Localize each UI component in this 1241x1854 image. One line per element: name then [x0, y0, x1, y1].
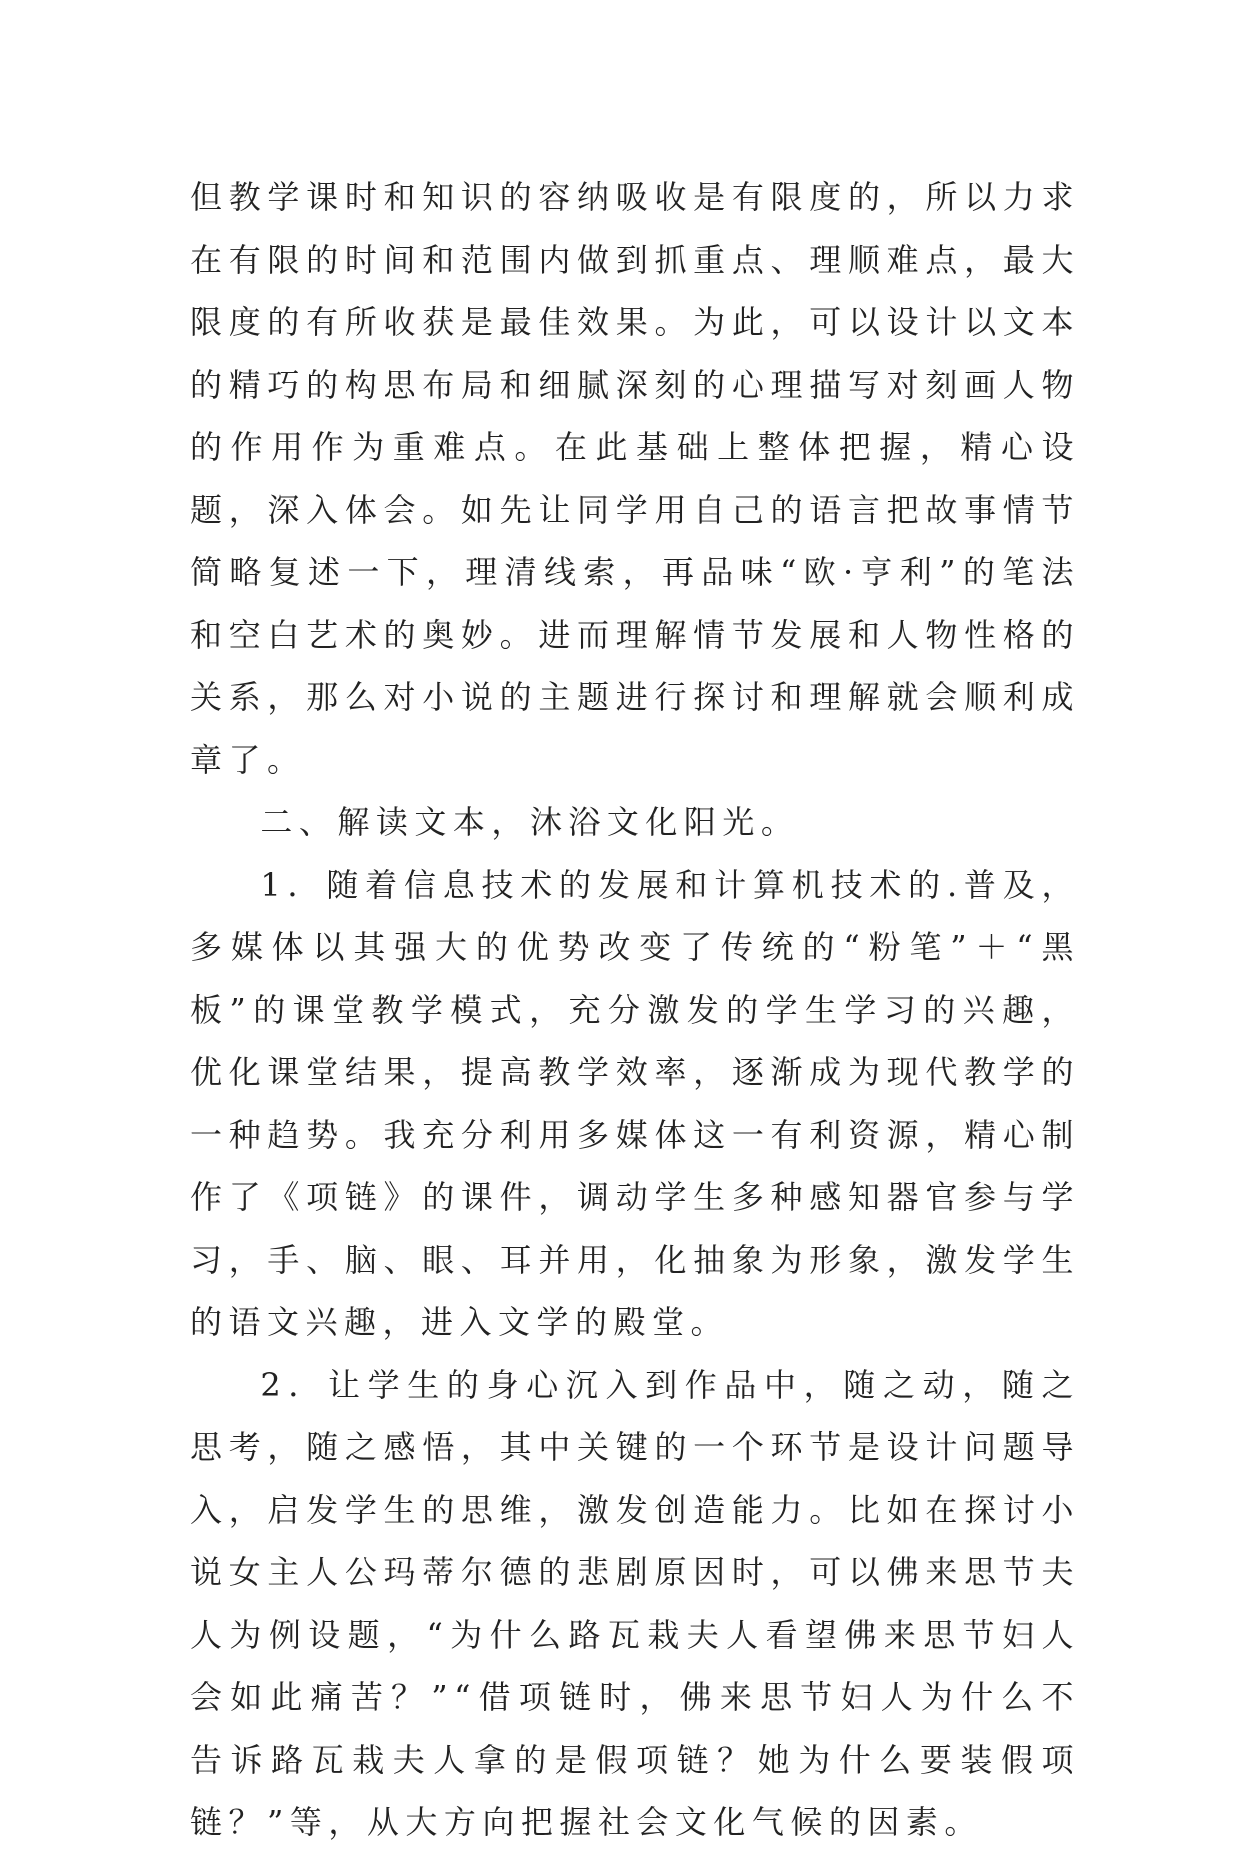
paragraph-point-1: 1．随着信息技术的发展和计算机技术的.普及，多媒体以其强大的优势改变了传统的“粉笔”＋“黑板”的课堂教学模式，充分激发的学生学习的兴趣，优化课堂结果，提高教学效率，逐渐成为现代教学的一种趋势。我充分利用多媒体这一有利资源，精心制作了《项链》的课件，调动学生多种感知器官参与学习，手、脑、眼、耳并用，化抽象为形象，激发学生的语文兴趣，进入文学的殿堂。 [190, 865, 1080, 1341]
document-page [190, 166, 1080, 1854]
section-heading: 二、解读文本，沐浴文化阳光。 [260, 803, 800, 841]
paragraph-continued: 但教学课时和知识的容纳吸收是有限度的，所以力求在有限的时间和范围内做到抓重点、理顺难点，最大限度的有所收获是最佳效果。为此，可以设计以文本的精巧的构思布局和细腻深刻的心理描写对刻画人物的作用作为重难点。在此基础上整体把握，精心设题，深入体会。如先让同学用自己的语言把故事情节简略复述一下，理清线索，再品味“欧·亨利”的笔法和空白艺术的奥妙。进而理解情节发展和人物性格的关系，那么对小说的主题进行探讨和理解就会顺利成章了。 [190, 178, 1080, 779]
paragraph-point-2: 2．让学生的身心沉入到作品中，随之动，随之思考，随之感悟，其中关键的一个环节是设计问题导入，启发学生的思维，激发创造能力。比如在探讨小说女主人公玛蒂尔德的悲剧原因时，可以佛来思节夫人为例设题，“为什么路瓦栽夫人看望佛来思节妇人会如此痛苦？”“借项链时，佛来思节妇人为什么不告诉路瓦栽夫人拿的是假项链？她为什么要装假项链？”等，从大方向把握社会文化气候的因素。 [190, 1365, 1080, 1841]
